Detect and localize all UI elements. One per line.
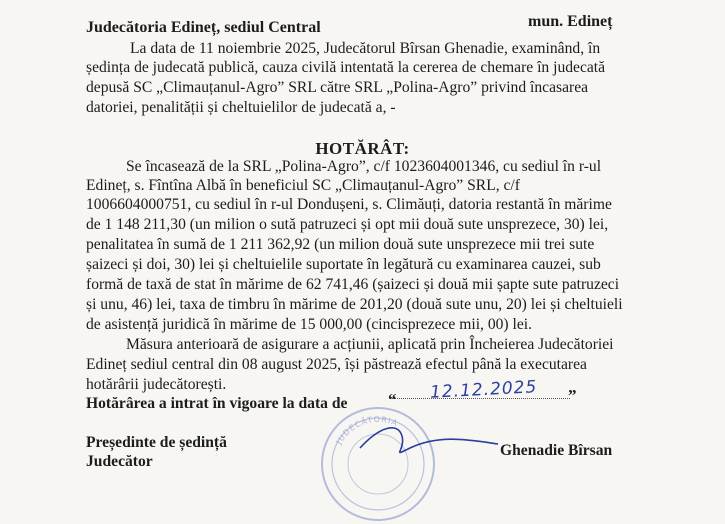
judge-label: Judecător — [86, 453, 153, 470]
effect-label: Hotărârea a intrat în vigoare la data de — [86, 395, 348, 412]
body-line-11: Edineț sediul central din 08 august 2025, își păstrează efectul până la executarea — [86, 356, 587, 373]
body-line-1: Se încasează de la SRL „Polina-Agro”, c/f 1023604001346, cu sediul în r-ul — [126, 158, 602, 175]
intro-line-2: ședința de judecată publică, cauza civilă intentată la cererea de chemare în judecată — [86, 59, 606, 76]
judge-name: Ghenadie Bîrsan — [500, 442, 613, 459]
intro-line-3: depusă SC „Climauțanul-Agro” SRL către SRL „Polina-Agro” privind încasarea — [86, 79, 589, 96]
body-line-7: formă de taxă de stat în mărime de 62 741,46 (șaizeci și două mii șapte sute patruzeci — [86, 276, 620, 293]
body-line-9: de asistență juridică în mărime de 15 000,00 (cincisprezece mii, 00) lei. — [86, 316, 532, 333]
effect-open-quote: “ — [388, 390, 397, 409]
body-line-12: hotărârii judecătorești. — [86, 376, 227, 393]
presiding-label: Președinte de ședință — [86, 434, 227, 451]
city-name: mun. Edineț — [528, 13, 613, 30]
body-line-5: penalitatea în sumă de 1 211 362,92 (un milion două sute unsprezece mii trei sute — [86, 236, 595, 253]
body-line-6: șaizeci și doi, 30) lei și cheltuielile suportate în legătură cu examinarea cauzei, sub — [86, 256, 601, 273]
effect-close-quote: ” — [568, 386, 577, 405]
body-line-3: 1006604000751, cu sediul în r-ul Dondușeni, s. Climăuți, datoria restantă în mărime — [86, 196, 612, 213]
court-name: Judecătoria Edineț, sediul Central — [86, 19, 321, 36]
intro-line-1: La data de 11 noiembrie 2025, Judecătorul Bîrsan Ghenadie, examinând, în — [130, 40, 601, 57]
body-line-8: și unu, 46) lei, taxa de timbru în mărime de 201,20 (două sute unu, 20) lei și cheltuieli — [86, 296, 623, 313]
body-line-2: Edineț, s. Fîntîna Albă în beneficiul SC „Climauțanul-Agro” SRL, c/f — [86, 177, 520, 194]
body-line-10: Măsura anterioară de asigurare a acțiunii, aplicată prin Încheierea Judecătoriei — [126, 336, 614, 353]
signature-icon — [350, 418, 500, 462]
intro-line-4: datoriei, penalității și cheltuielilor de judecată a, - — [86, 99, 396, 116]
handwritten-date: 12.12.2025 — [429, 377, 538, 403]
body-line-4: de 1 148 211,30 (un milion o sută patruzeci și opt mii două sute unsprezece, 30) lei, — [86, 216, 609, 233]
seal-text: JUDECĂTORIA — [334, 414, 400, 446]
decision-title: HOTĂRÂT: — [315, 139, 410, 158]
